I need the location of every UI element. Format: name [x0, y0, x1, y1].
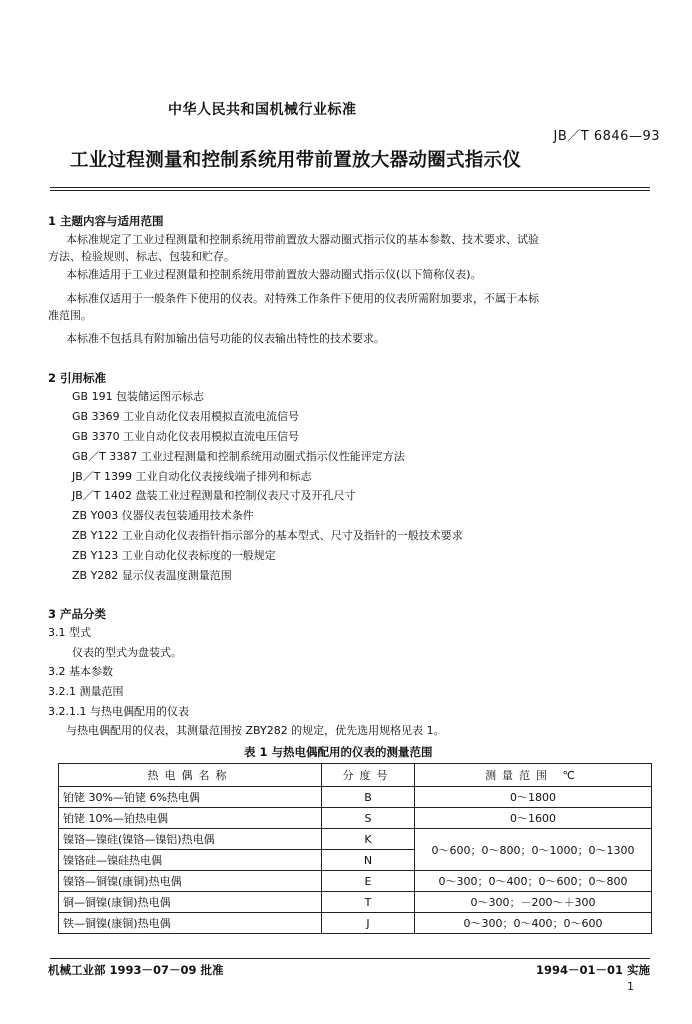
section-2-heading: 2 引用标准 [48, 371, 107, 385]
measurement-range-cell: 0～300；－200～＋300 [415, 892, 652, 913]
table-row [59, 892, 652, 913]
page-number: 1 [627, 980, 634, 993]
thermocouple-name-cell: 铁—铜镍(康铜)热电偶 [59, 913, 322, 934]
graduation-code-cell: K [322, 829, 415, 850]
section-1-paragraph-1b: 方法、检验规则、标志、包装和贮存。 [48, 250, 235, 263]
clause-3-2: 3.2 基本参数 [48, 665, 113, 678]
reference-item: ZB Y123 工业自动化仪表标度的一般规定 [72, 549, 276, 562]
section-1-paragraph-3a: 本标准仅适用于一般条件下使用的仪表。对特殊工作条件下使用的仪表所需附加要求，不属于本标 [66, 292, 539, 305]
measurement-range-cell: 0～1600 [415, 808, 652, 829]
table-row [59, 871, 652, 892]
graduation-code-cell: T [322, 892, 415, 913]
thermocouple-name-cell: 镍铬—铜镍(康铜)热电偶 [59, 871, 322, 892]
reference-item: ZB Y003 仪器仪表包装通用技术条件 [72, 509, 254, 522]
reference-item: JB／T 1399 工业自动化仪表接线端子排列和标志 [72, 470, 312, 483]
reference-item: GB 3370 工业自动化仪表用模拟直流电压信号 [72, 430, 300, 443]
reference-item: JB／T 1402 盘装工业过程测量和控制仪表尺寸及开孔尺寸 [72, 489, 356, 502]
table-row [59, 829, 652, 850]
graduation-code-cell: N [322, 850, 415, 871]
clause-3-2-1: 3.2.1 测量范围 [48, 685, 124, 698]
section-1-paragraph-4: 本标准不包括具有附加输出信号功能的仪表输出特性的技术要求。 [66, 332, 385, 345]
section-1-heading: 1 主题内容与适用范围 [48, 214, 164, 228]
measurement-range-table [58, 763, 652, 934]
measurement-range-cell: 0～300；0～400；0～600；0～800 [415, 871, 652, 892]
reference-item: ZB Y122 工业自动化仪表指针指示部分的基本型式、尺寸及指针的一般技术要求 [72, 529, 463, 542]
graduation-code-cell: B [322, 787, 415, 808]
thermocouple-name-cell: 镍铬—镍硅(镍铬—镍铝)热电偶 [59, 829, 322, 850]
reference-item: GB 191 包装储运图示标志 [72, 390, 205, 403]
graduation-code-cell: E [322, 871, 415, 892]
document-title: 工业过程测量和控制系统用带前置放大器动圈式指示仪 [70, 150, 522, 171]
graduation-code-cell: S [322, 808, 415, 829]
thermocouple-name-cell: 铜—铜镍(康铜)热电偶 [59, 892, 322, 913]
reference-item: ZB Y282 显示仪表温度测量范围 [72, 569, 232, 582]
table-row [59, 913, 652, 934]
table-row [59, 787, 652, 808]
effective-date: 1994－01－01 实施 [535, 963, 650, 977]
reference-item: GB／T 3387 工业过程测量和控制系统用动圈式指示仪性能评定方法 [72, 450, 405, 463]
clause-3-2-1-1: 3.2.1.1 与热电偶配用的仪表 [48, 705, 189, 718]
section-1-paragraph-1a: 本标准规定了工业过程测量和控制系统用带前置放大器动圈式指示仪的基本参数、技术要求、试验 [66, 233, 539, 246]
table-caption: 表 1 与热电偶配用的仪表的测量范围 [244, 745, 433, 759]
thermocouple-name-cell: 镍铬硅—镍硅热电偶 [59, 850, 322, 871]
column-header-measurement-range: 测量范围 ℃ [415, 764, 652, 787]
graduation-code-cell: J [322, 913, 415, 934]
footer-rule [50, 958, 650, 959]
column-header-thermocouple-name: 热电偶名称 [59, 764, 322, 787]
section-1-paragraph-2: 本标准适用于工业过程测量和控制系统用带前置放大器动圈式指示仪(以下简称仪表)。 [66, 268, 482, 281]
table-row [59, 808, 652, 829]
thermocouple-name-cell: 铂铑 10%—铂热电偶 [59, 808, 322, 829]
title-rule-bottom [50, 190, 650, 191]
table-header-row [59, 764, 652, 787]
measurement-range-cell: 0～600；0～800；0～1000；0～1300 [415, 829, 652, 871]
column-header-graduation-code: 分度号 [322, 764, 415, 787]
clause-3-2-1-1-text: 与热电偶配用的仪表，其测量范围按 ZBY282 的规定，优先选用规格见表 1。 [66, 724, 445, 737]
thermocouple-name-cell: 铂铑 30%—铂铑 6%热电偶 [59, 787, 322, 808]
section-3-heading: 3 产品分类 [48, 607, 107, 621]
clause-3-1-text: 仪表的型式为盘装式。 [72, 646, 182, 659]
issuing-organization: 中华人民共和国机械行业标准 [168, 102, 357, 118]
clause-3-1: 3.1 型式 [48, 626, 91, 639]
measurement-range-cell: 0～300；0～400；0～600 [415, 913, 652, 934]
reference-item: GB 3369 工业自动化仪表用模拟直流电流信号 [72, 410, 300, 423]
measurement-range-cell: 0～1800 [415, 787, 652, 808]
standard-number: JB／T 6846—93 [553, 129, 660, 144]
section-1-paragraph-3b: 准范围。 [48, 309, 92, 322]
title-rule-top [50, 187, 650, 188]
approval-date: 机械工业部 1993－07－09 批准 [48, 963, 224, 977]
